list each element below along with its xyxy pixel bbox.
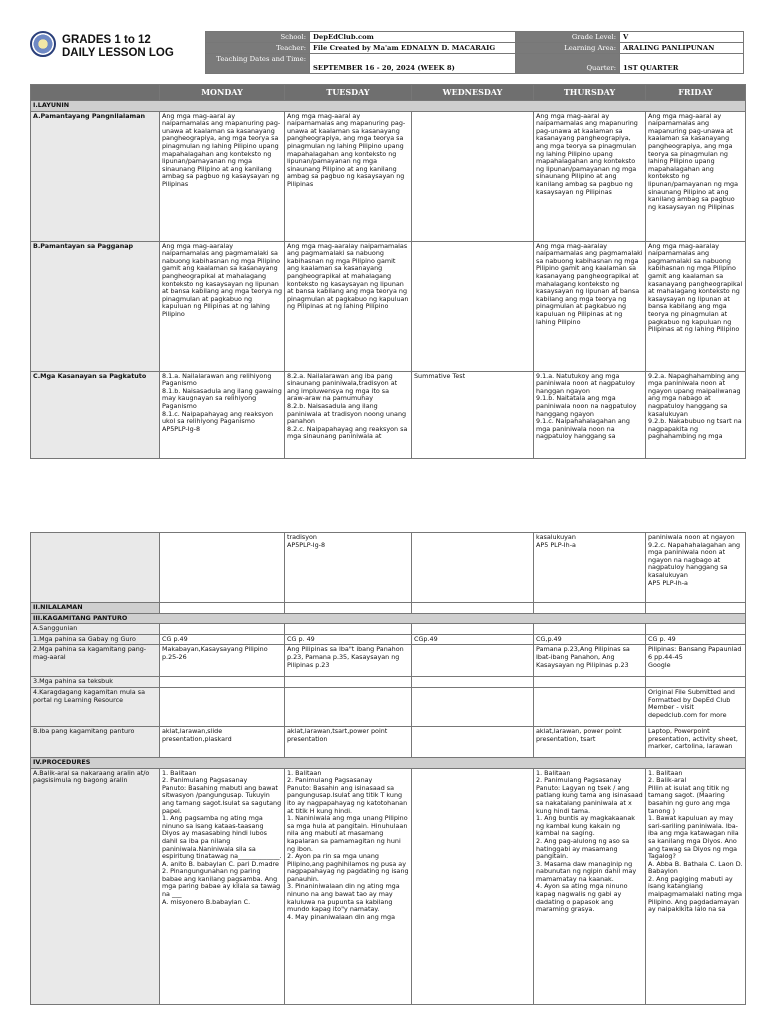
row-label-pamantayang-pangnilalaman: A.Pamantayang Pangnilalaman [31,111,160,241]
row-label-sanggunian: A.Sanggunian [31,624,160,635]
cg-tuesday: CG p. 49 [285,634,412,645]
cell-a-friday: Ang mga mag-aaral ay naipamamalas ang mapanuring pag-unawa at kaalaman sa kasanayang pangheograpiya, ang mga teorya sa pinagmulan ng lahing Pilipino upang mapahalagahan ang konteksto ng lipunan/pamayanan ng mga sinaunang Pilipino at ang kanilang ambag sa pagbuo ng kasaysayan ng Pilipinas [646,111,746,241]
review-monday: 1. Balitaan 2. Panimulang Pagsasanay Panuto: Basahing mabuti ang bawat sitwasyon /pangungusap. Tukuyin ang tamang sagot.Isulat sa sagutang papel. 1. Ang pagsamba ng ating mga ninuno sa isang kataas-taasang Diyos ay masasabing hindi lubos dahil sa iba pa nilang paniniwala.Naniniwala sila sa espiritung tinatawag na_____________. A. anito B. babaylan C. pari D.madre 2. Pinangungunahan ng paring babae ang kanilang pagsamba. Ang mga paring babae ay kilala sa tawag na ___ A. misyonero B.babaylan C. [160,768,285,1004]
section-kagamitang-panturo: III.KAGAMITANG PANTURO [31,613,746,624]
other-wednesday [412,726,534,757]
lr-wednesday [412,687,534,726]
cell-c-wednesday: Summative Test [412,371,534,458]
cell-a-tuesday: Ang mga mag-aaral ay naipamamalas ang mapanuring pag-unawa at kaalaman sa kasanayang pangheograpiya, ang mga teorya sa pinagmulan ng lahing Pilipino upang mapahalagahan ang konteksto ng lipunan/pamayanan ng mga sinaunang Pilipino at ang kanilang ambag sa pagbuo ng kasaysayan ng Pilipinas [285,111,412,241]
cont-monday [160,533,285,603]
day-friday: FRIDAY [646,85,746,101]
lesson-table-page-1 [30,84,746,459]
cell-c-monday: 8.1.a. Nailalarawan ang relihiyong Paganismo 8.1.b. Naisasadula ang ilang gawaing may kaugnayan sa relihiyong Paganismo 8.1.c. Naipapahayag ang reaksyon ukol sa relihiyong Paganismo AP5PLP-Ig-8 [160,371,285,458]
cg-wednesday: CGp.49 [412,634,534,645]
cg-monday: CG p.49 [160,634,285,645]
area-label: Learning Area: [516,43,620,54]
review-thursday: 1. Balitaan 2. Panimulang Pagsasanay Panuto: Lagyan ng tsek / ang patlang kung tama ang isinasaad sa nakatalang paniniwala at x kung hindi tama. 1. Ang buntis ay magkakaanak ng kambal kung kakain ng kambal na saging. 2. Ang pag-alulong ng aso sa hatinggabi ay masamang pangitain. 3. Masama daw managinip ng nabunutan ng ngipin dahil may mamamatay na kaanak. 4. Ayon sa ating mga ninuno kapag nagwalis ng gabi ay dadating o papasok ang maraming grasya. [534,768,646,1004]
teacher-label: Teacher: [206,43,310,54]
other-tuesday: aklat,larawan,tsart,power point presentation [285,726,412,757]
cell-c-friday: 9.2.a. Napaghahambing ang mga paniniwala noon at ngayon upang maipaliwanag ang mga nabago at nagpatuloy hanggang sa kasalukuyan 9.2.b. Nakabubuo ng tsart na nagpapakita ng paghahambing ng mga [646,371,746,458]
lm-monday: Makabayan,Kasaysayang Pilipino p.25-26 [160,645,285,677]
cell-a-wednesday [412,111,534,241]
cell-c-thursday: 9.1.a. Natutukoy ang mga paniniwala noon at nagpatuloy hanggan ngayon 9.1.b. Naitatala ang mga paniniwala noon na nagpatuloy hanggang ngayon 9.1.c. Naipahahalagahan ang mga paniniwala noon na nagpatuloy hanggang sa [534,371,646,458]
cell-b-thursday: Ang mga mag-aaralay naipamamalas ang pagmamalaki sa nabuong kabihasnan ng mga Pilipino gamit ang kaalaman sa kasanayang pangheograpikal at mahalagang konteksto ng kasaysayan ng lipunan at bansa kabilang ang mga teorya ng pinagmulan at pagkabuo ng kapuluan ng Pilipinas at ng lahing Pilipino [534,241,646,371]
cell-b-wednesday [412,241,534,371]
cont-tuesday: tradisyon AP5PLP-Ig-8 [285,533,412,603]
cell-b-tuesday: Ang mga mag-aaralay naipamamalas ang pagmamalaki sa nabuong kabihasnan ng mga Pilipino gamit ang kaalaman sa kasanayang pangheograpikal at mahalagang konteksto ng kasaysayan ng lipunan at bansa kabilang ang mga teorya ng pinagmulan at pagkabuo ng kapuluan ng Pilipinas at ng lahing Pilipino [285,241,412,371]
quarter-value: 1ST QUARTER [620,54,744,74]
grade-value: V [620,32,744,43]
row-label-balik-aral: A.Balik-aral sa nakaraang aralin at/o pagsisimula ng bagong aralin [31,768,160,1004]
cell-c-tuesday: 8.2.a. Nailalarawan ang iba pang sinaunang paniniwala,tradisyon at ang impluwensya ng mga ito sa araw-araw na pamumuhay 8.2.b. Naisasadula ang ilang paniniwala at tradisyon noong unang panahon 8.2.c. Naipapahayag ang reaksyon sa mga sinaunang paniniwala at [285,371,412,458]
section-layunin: I.LAYUNIN [31,101,746,112]
page-title [62,34,174,60]
cont-thursday: kasalukuyan AP5 PLP-Ih-a [534,533,646,603]
lm-friday: Pilipinas: Bansang Papaunlad 6 pp.44-45 Google [646,645,746,677]
day-monday: MONDAY [160,85,285,101]
lm-tuesday: Ang Pilipinas sa Iba"t ibang Panahon p.23, Pamana p.35, Kasaysayan ng Pilipinas p.23 [285,645,412,677]
grade-label: Grade Level: [516,32,620,43]
deped-seal-icon [30,31,56,57]
cell-a-thursday: Ang mga mag-aaral ay naipamamalas ang mapanuring pag-unawa at kaalaman sa kasanayang pangheograpiya, ang mga teorya sa pinagmulan ng lahing Pilipino upang mapahalagahan ang konteksto ng lipunan/pamayanan ng mga sinaunang Pilipino at ang kanilang ambag sa pagbuo ng kasaysayan ng Pilipinas [534,111,646,241]
review-friday: 1. Balitaan 2. Balik-aral Piliin at isulat ang titik ng tamang sagot. (Maaring basahin ng guro ang mga tanong ) 1. Bawat kapuluan ay may sari-sariling paniniwala. Iba-iba ang mga katawagan nila sa kanilang mga Diyos. Ano ang tawag sa Diyos ng mga Tagalog? A. Abba B. Bathala C. Laon D. Babaylon 2. Ang pagiging mabuti ay isang katangiang maipagmamalaki nating mga Pilipino. Ang pagdadamayan ay naipakikita lalo na sa [646,768,746,1004]
title-line-2: DAILY LESSON LOG [62,47,174,59]
continued-label [31,533,160,603]
lr-tuesday [285,687,412,726]
review-wednesday [412,768,534,1004]
day-tuesday: TUESDAY [285,85,412,101]
lm-thursday: Pamana p.23,Ang Pilipinas sa Ibat-ibang Panahon, Ang Kasaysayan ng Pilipinas p.23 [534,645,646,677]
row-label-gabay-ng-guro: 1.Mga pahina sa Gabay ng Guro [31,634,160,645]
school-value: DepEdClub.com [310,32,516,43]
cell-b-friday: Ang mga mag-aaralay naipamamalas ang pagmamalaki sa nabuong kabihasnan ng mga Pilipino gamit ang kaalaman sa kasanayang pangheograpikal at mahalagang konteksto ng kasaysayan ng lipunan at bansa kabilang ang mga teorya ng pinagmulan at pagkabuo ng kapuluan ng Pilipinas at ng lahing Pilipino [646,241,746,371]
cont-friday: paniniwala noon at ngayon 9.2.c. Napahahalagahan ang mga paniniwala noon at ngayon na nagbago at nagpatuloy hanggang sa kasalukuyan AP5 PLP-Ih-a [646,533,746,603]
row-label-pamantayan-sa-pagganap: B.Pamantayan sa Pagganap [31,241,160,371]
day-wednesday: WEDNESDAY [412,85,534,101]
cg-friday: CG p. 49 [646,634,746,645]
teacher-value: File Created by Ma'am EDNALYN D. MACARAIG [310,43,516,54]
row-label-kasanayan-sa-pagkatuto: C.Mga Kasanayan sa Pagkatuto [31,371,160,458]
area-value: ARALING PANLIPUNAN [620,43,744,54]
row-label-kagamitang-pang-mag-aaral: 2.Mga pahina sa kagamitang pang-mag-aaral [31,645,160,677]
row-label-learning-resource: 4.Karagdagang kagamitan mula sa portal ng Learning Resource [31,687,160,726]
lr-monday [160,687,285,726]
quarter-label: Quarter: [516,54,620,74]
dates-label: Teaching Dates and Time: [206,54,310,74]
row-label-teksbuk: 3.Mga pahina sa teksbuk [31,677,160,688]
lr-friday: Original File Submitted and Formatted by DepEd Club Member - visit depedclub.com for more [646,687,746,726]
lesson-table-page-2 [30,532,746,1005]
lm-wednesday [412,645,534,677]
other-friday: Laptop, Powerpoint presentation, activity sheet, marker, cartolina, larawan [646,726,746,757]
cont-wednesday [412,533,534,603]
lr-thursday [534,687,646,726]
cell-b-monday: Ang mga mag-aaralay naipamamalas ang pagmamalaki sa nabuong kabihasnan ng mga Pilipino gamit ang kaalaman sa kasanayang pangheograpikal at mahalagang konteksto ng kasaysayan ng lipunan at bansa kabilang ang mga teorya ng pinagmulan at pagkabuo ng kapuluan ng Pilipinas at ng lahing Pilipino [160,241,285,371]
cg-thursday: CG,p.49 [534,634,646,645]
blank-corner [31,85,160,101]
dates-value: SEPTEMBER 16 - 20, 2024 (WEEK 8) [310,54,516,74]
row-label-iba-pang-kagamitan: B.Iba pang kagamitang panturo [31,726,160,757]
other-thursday: aklat,larawan, power point presentation, tsart [534,726,646,757]
school-label: School: [206,32,310,43]
title-line-1: GRADES 1 to 12 [62,34,151,46]
section-procedures: IV.PROCEDURES [31,757,746,768]
cell-a-monday: Ang mga mag-aaral ay naipamamalas ang mapanuring pag-unawa at kaalaman sa kasanayang pangheograpiya, ang mga teorya sa pinagmulan ng lahing Pilipino upang mapahalagahan ang konteksto ng lipunan/pamayanan ng mga sinaunang Pilipino at ang kanilang ambag sa pagbuo ng kasaysayan ng Pilipinas [160,111,285,241]
section-nilalaman: II.NILALAMAN [31,603,160,614]
header-table [205,31,744,74]
review-tuesday: 1. Balitaan 2. Panimulang Pagsasanay Panuto: Basahin ang isinasaad sa pangungusap.Isulat ang titik T kung ito ay nagpapahayag ng katotohanan at titik H kung hindi. 1. Naniniwala ang mga unang Pilipino sa mga hula at pangitain. Hinuhulaan nila ang mabuti at masamang kapalaran sa pamamagitan ng huni ng ibon. 2. Ayon pa rin sa mga unang Pilipino,ang paghihilamos ng pusa ay nagpapahayag ng pagdating ng isang panauhin. 3. Pinaniniwalaan din ng ating mga ninuno na ang bawat tao ay may kaluluwa na pupunta sa kabilang mundo kapag ito"y namatay. 4. May pinaniwalaan din ang mga [285,768,412,1004]
day-thursday: THURSDAY [534,85,646,101]
other-monday: aklat,larawan,slide presentation,plaskard [160,726,285,757]
